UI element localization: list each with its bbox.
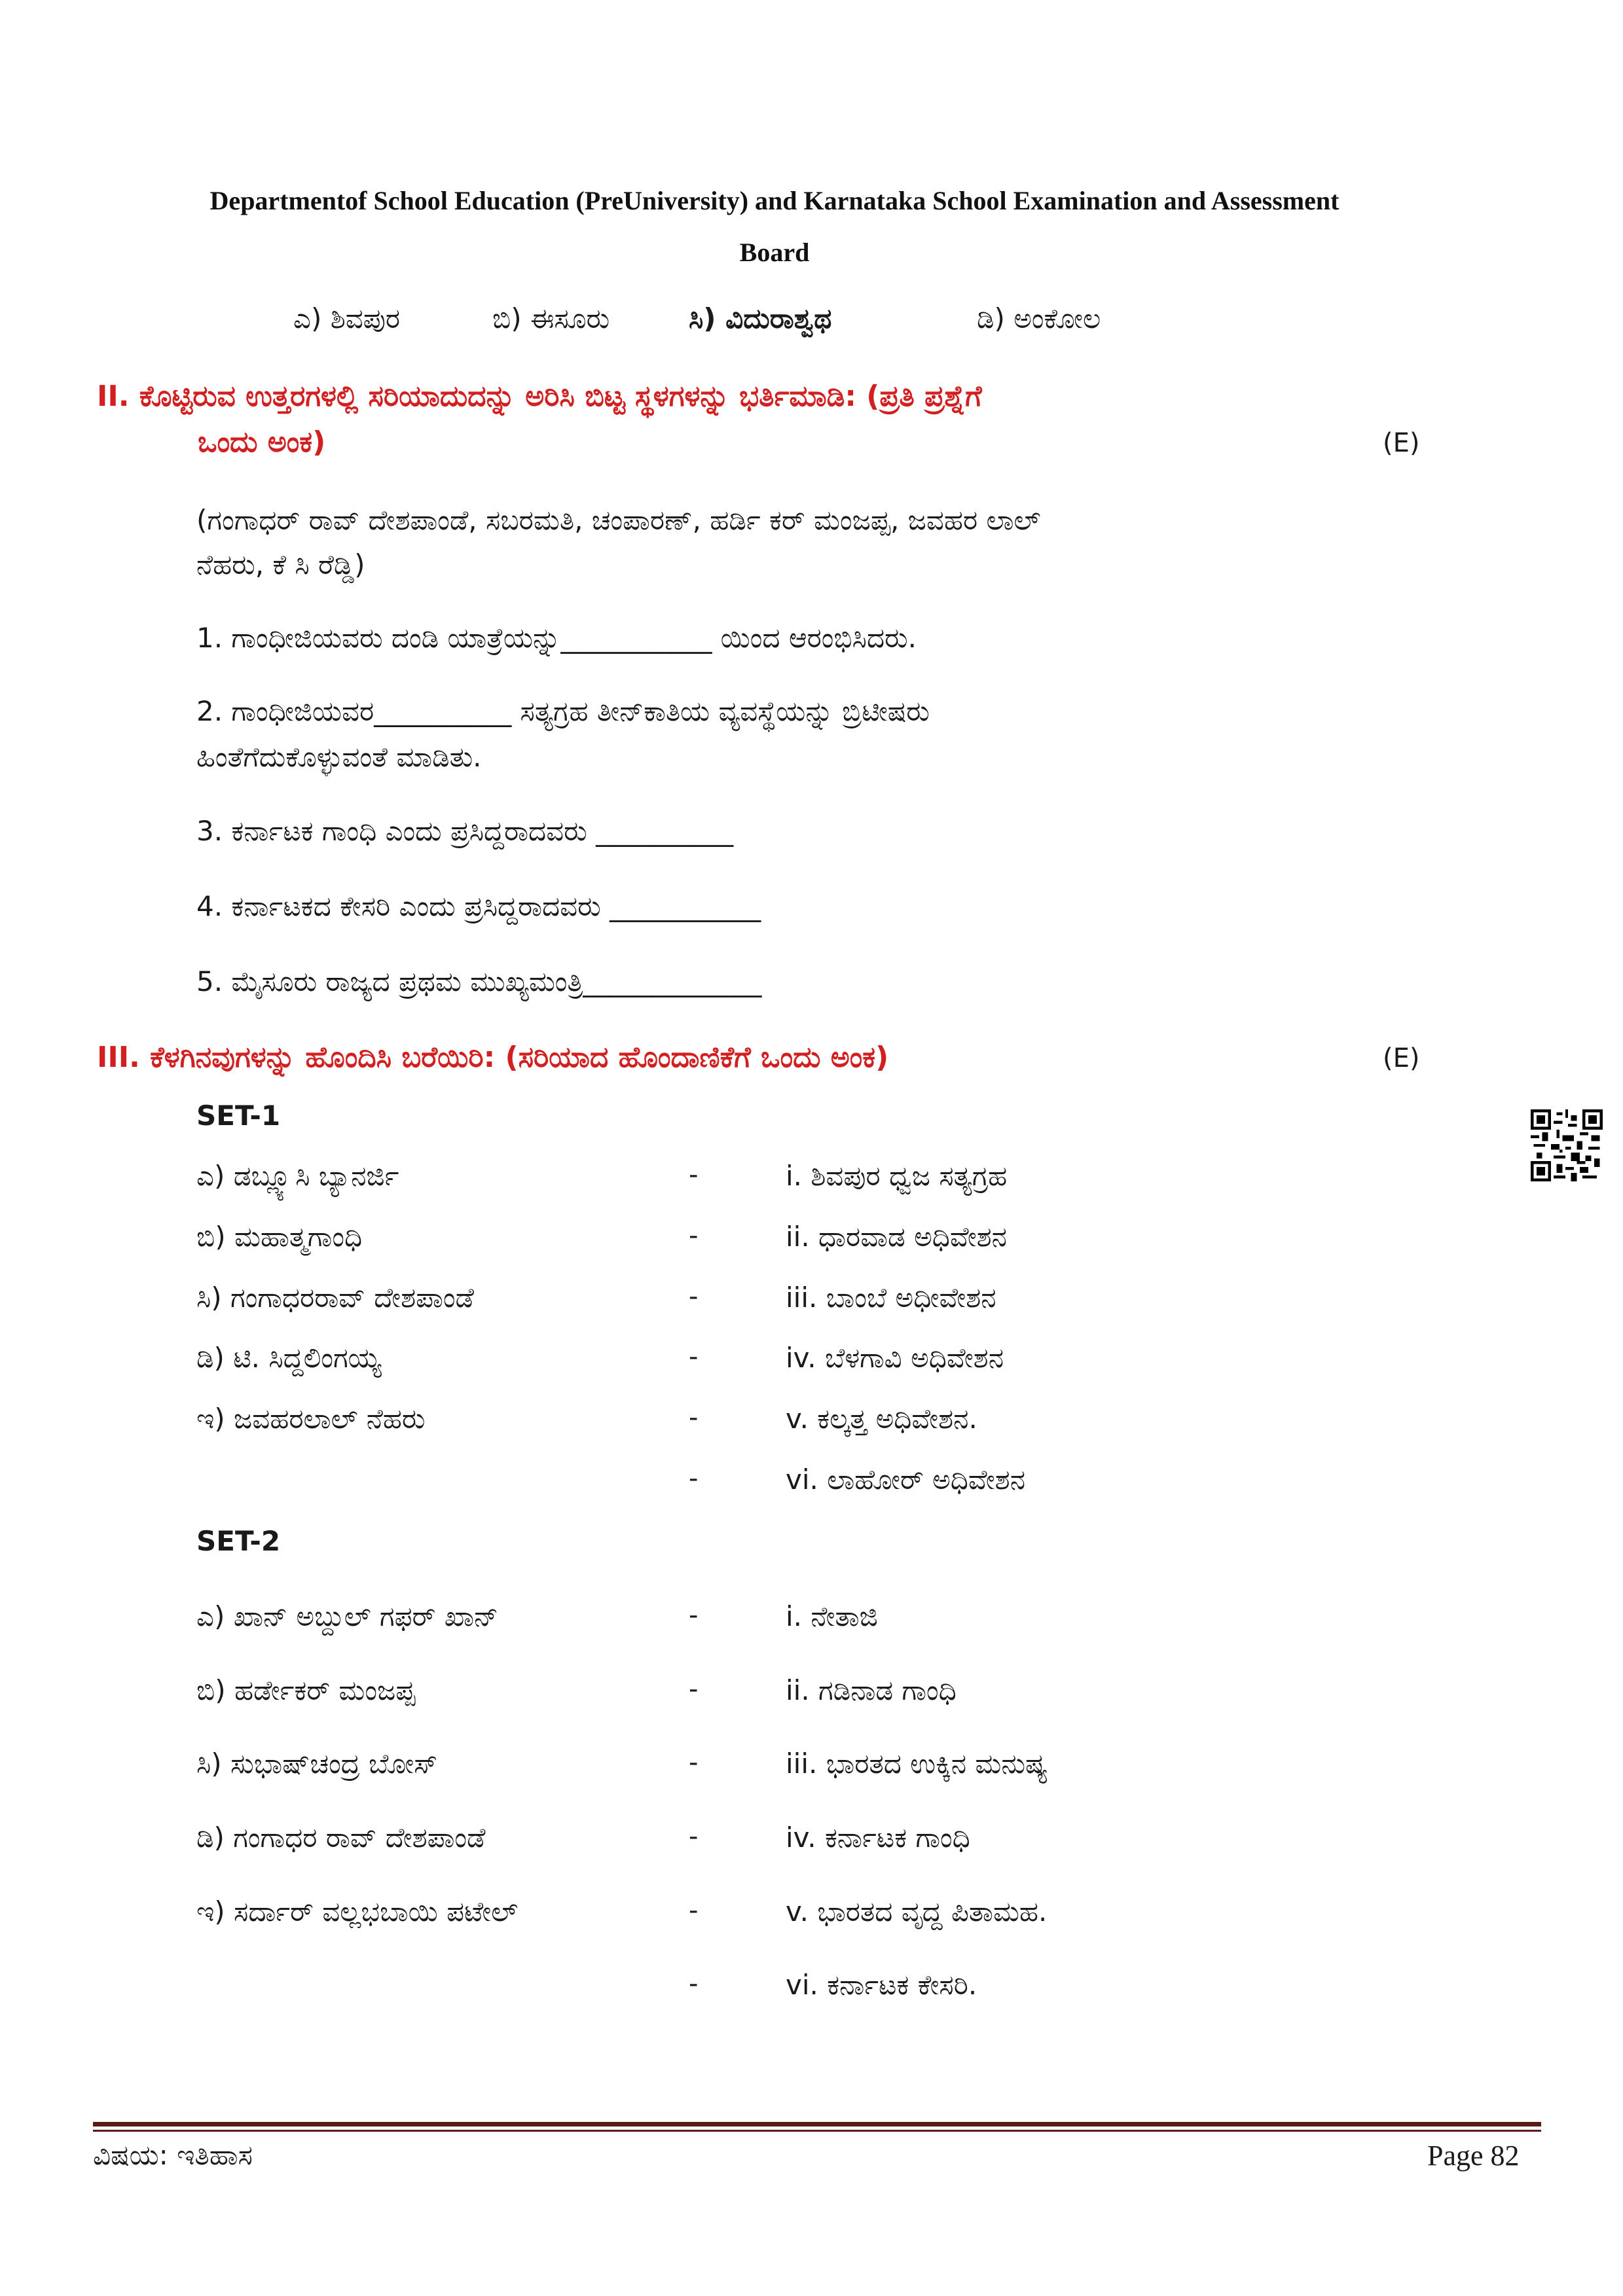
question-2-cont: ಹಿಂತೆಗೆದುಕೊಳ್ಳುವಂತೆ ಮಾಡಿತು. xyxy=(196,741,482,773)
answer-options-line-1: (ಗಂಗಾಧರ್ ರಾವ್ ದೇಶಪಾಂಡೆ, ಸಬರಮತಿ, ಚಂಪಾರಣ್, ಹರ್ಡಿ ಕರ್ ಮಂಜಪ್ಪ, ಜವಹರ ಲಾಲ್ xyxy=(196,504,1041,536)
set-2-right-vi: vi. ಕರ್ನಾಟಕ ಕೇಸರಿ. xyxy=(786,1969,977,2001)
option-a: ಎ) ಶಿವಪುರ xyxy=(293,302,401,334)
previous-options xyxy=(0,302,1623,342)
qr-code-icon xyxy=(1531,1109,1603,1181)
set-1-right-iv: iv. ಬೆಳಗಾವಿ ಅಧಿವೇಶನ xyxy=(786,1342,1004,1374)
set-2-right-iii: iii. ಭಾರತದ ಉಕ್ಕಿನ ಮನುಷ್ಯ xyxy=(786,1748,1048,1780)
set-2-dash: - xyxy=(689,1895,699,1926)
set-2-left-e: ಇ) ಸರ್ದಾರ್ ವಲ್ಲಭಬಾಯಿ ಪಟೇಲ್ xyxy=(196,1895,519,1928)
set-1-left-d: ಡಿ) ಟಿ. ಸಿದ್ದಲಿಂಗಯ್ಯ xyxy=(196,1342,382,1374)
set-2-right-i: i. ನೇತಾಜಿ xyxy=(786,1600,878,1632)
set-1-dash: - xyxy=(689,1221,699,1251)
set-2-title: SET-2 xyxy=(196,1525,281,1557)
question-4: 4. ಕರ್ನಾಟಕದ ಕೇಸರಿ ಎಂದು ಪ್ರಸಿದ್ದರಾದವರು ___________ xyxy=(196,890,761,922)
set-2-dash: - xyxy=(689,1748,699,1778)
set-2-dash: - xyxy=(689,1674,699,1704)
set-1-dash: - xyxy=(689,1463,699,1494)
page-number: Page 82 xyxy=(1427,2140,1520,2172)
option-d: ಡಿ) ಅಂಕೋಲ xyxy=(977,302,1101,334)
set-1-title: SET-1 xyxy=(196,1100,281,1132)
set-2-right-iv: iv. ಕರ್ನಾಟಕ ಗಾಂಧಿ xyxy=(786,1821,970,1854)
answer-options-line-2: ನೆಹರು, ಕೆ ಸಿ ರೆಡ್ಡಿ) xyxy=(196,548,365,581)
footer-rule-thick xyxy=(93,2122,1541,2126)
set-1-dash: - xyxy=(689,1403,699,1433)
set-1-right-v: v. ಕಲ್ಕತ್ತ ಅಧಿವೇಶನ. xyxy=(786,1403,977,1435)
set-2-left-a: ಎ) ಖಾನ್ ಅಬ್ದುಲ್ ಗಫರ್ ಖಾನ್ xyxy=(196,1600,499,1632)
set-2-right-v: v. ಭಾರತದ ವೃದ್ದ ಪಿತಾಮಹ. xyxy=(786,1895,1048,1928)
set-1-left-c: ಸಿ) ಗಂಗಾಧರರಾವ್ ದೇಶಪಾಂಡೆ xyxy=(196,1282,474,1314)
header-line-2: Board xyxy=(739,238,810,267)
option-c: ಸಿ) ವಿದುರಾಶ್ವಥ xyxy=(689,302,832,334)
question-3: 3. ಕರ್ನಾಟಕ ಗಾಂಧಿ ಎಂದು ಪ್ರಸಿದ್ದರಾದವರು __________ xyxy=(196,815,734,847)
set-1-left-a: ಎ) ಡಬ್ಲ್ಯೂಸಿ ಬ್ಯಾನರ್ಜಿ xyxy=(196,1160,399,1192)
footer-rule-thin xyxy=(93,2130,1541,2132)
set-1-left-b: ಬಿ) ಮಹಾತ್ಮಗಾಂಧಿ xyxy=(196,1221,363,1253)
set-2-dash: - xyxy=(689,1969,699,1999)
set-1-right-iii: iii. ಬಾಂಬೆ ಅಧೀವೇಶನ xyxy=(786,1282,996,1314)
question-5: 5. ಮೈಸೂರು ರಾಜ್ಯದ ಪ್ರಥಮ ಮುಖ್ಯಮಂತ್ರಿ_____________ xyxy=(196,965,762,997)
section-2-title-cont: ಒಂದು ಅಂಕ) xyxy=(198,425,326,459)
set-1-left-e: ಇ) ಜವಹರಲಾಲ್ ನೆಹರು xyxy=(196,1403,426,1435)
header-line-1: Departmentof School Education (PreUniversity) and Karnataka School Examination and Assessment xyxy=(210,186,1340,215)
set-2-left-b: ಬಿ) ಹರ್ಡೇಕರ್ ಮಂಜಪ್ಪ xyxy=(196,1674,416,1706)
set-1-dash: - xyxy=(689,1342,699,1372)
question-1: 1. ಗಾಂಧೀಜಿಯವರು ದಂಡಿ ಯಾತ್ರೆಯನ್ನು___________ ಯಿಂದ ಆರಂಭಿಸಿದರು. xyxy=(196,622,917,654)
set-2-right-ii: ii. ಗಡಿನಾಡ ಗಾಂಧಿ xyxy=(786,1674,957,1706)
footer-subject: ವಿಷಯ: ಇತಿಹಾಸ xyxy=(93,2139,253,2171)
section-3-title: III. ಕೆಳಗಿನವುಗಳನ್ನು ಹೊಂದಿಸಿ ಬರೆಯಿರಿ: (ಸರಿಯಾದ ಹೊಂದಾಣಿಕೆಗೆ ಒಂದು ಅಂಕ) xyxy=(97,1041,889,1074)
set-2-left-d: ಡಿ) ಗಂಗಾಧರ ರಾವ್ ದೇಶಪಾಂಡೆ xyxy=(196,1821,486,1854)
section-2-title: II. ಕೊಟ್ಟಿರುವ ಉತ್ತರಗಳಲ್ಲಿ ಸರಿಯಾದುದನ್ನು ಅರಿಸಿ ಬಿಟ್ಟ ಸ್ಥಳಗಳನ್ನು ಭರ್ತಿಮಾಡಿ: (ಪ್ರತಿ ಪ್ರಶ್ನೆಗೆ xyxy=(97,380,982,413)
set-2-dash: - xyxy=(689,1821,699,1852)
section-3-mark: (E) xyxy=(1383,1043,1420,1073)
set-2-dash: - xyxy=(689,1600,699,1630)
section-2-mark: (E) xyxy=(1383,428,1420,458)
question-2: 2. ಗಾಂಧೀಜಿಯವರ__________ ಸತ್ಯಗ್ರಹ ತೀನ್‌ಕಾತಿಯ ವ್ಯವಸ್ಥೆಯನ್ನು ಬ್ರಿಟೀಷರು xyxy=(196,695,930,727)
set-1-dash: - xyxy=(689,1160,699,1190)
set-1-right-i: i. ಶಿವಪುರ ಧ್ವಜ ಸತ್ಯಗ್ರಹ xyxy=(786,1160,1008,1192)
option-b: ಬಿ) ಈಸೂರು xyxy=(492,302,610,334)
set-1-right-ii: ii. ಧಾರವಾಡ ಅಧಿವೇಶನ xyxy=(786,1221,1008,1253)
set-2-left-c: ಸಿ) ಸುಭಾಷ್‌ಚಂದ್ರ ಬೋಸ್ xyxy=(196,1748,438,1780)
set-1-dash: - xyxy=(689,1282,699,1312)
set-1-right-vi: vi. ಲಾಹೋರ್ ಅಧಿವೇಶನ xyxy=(786,1463,1026,1496)
